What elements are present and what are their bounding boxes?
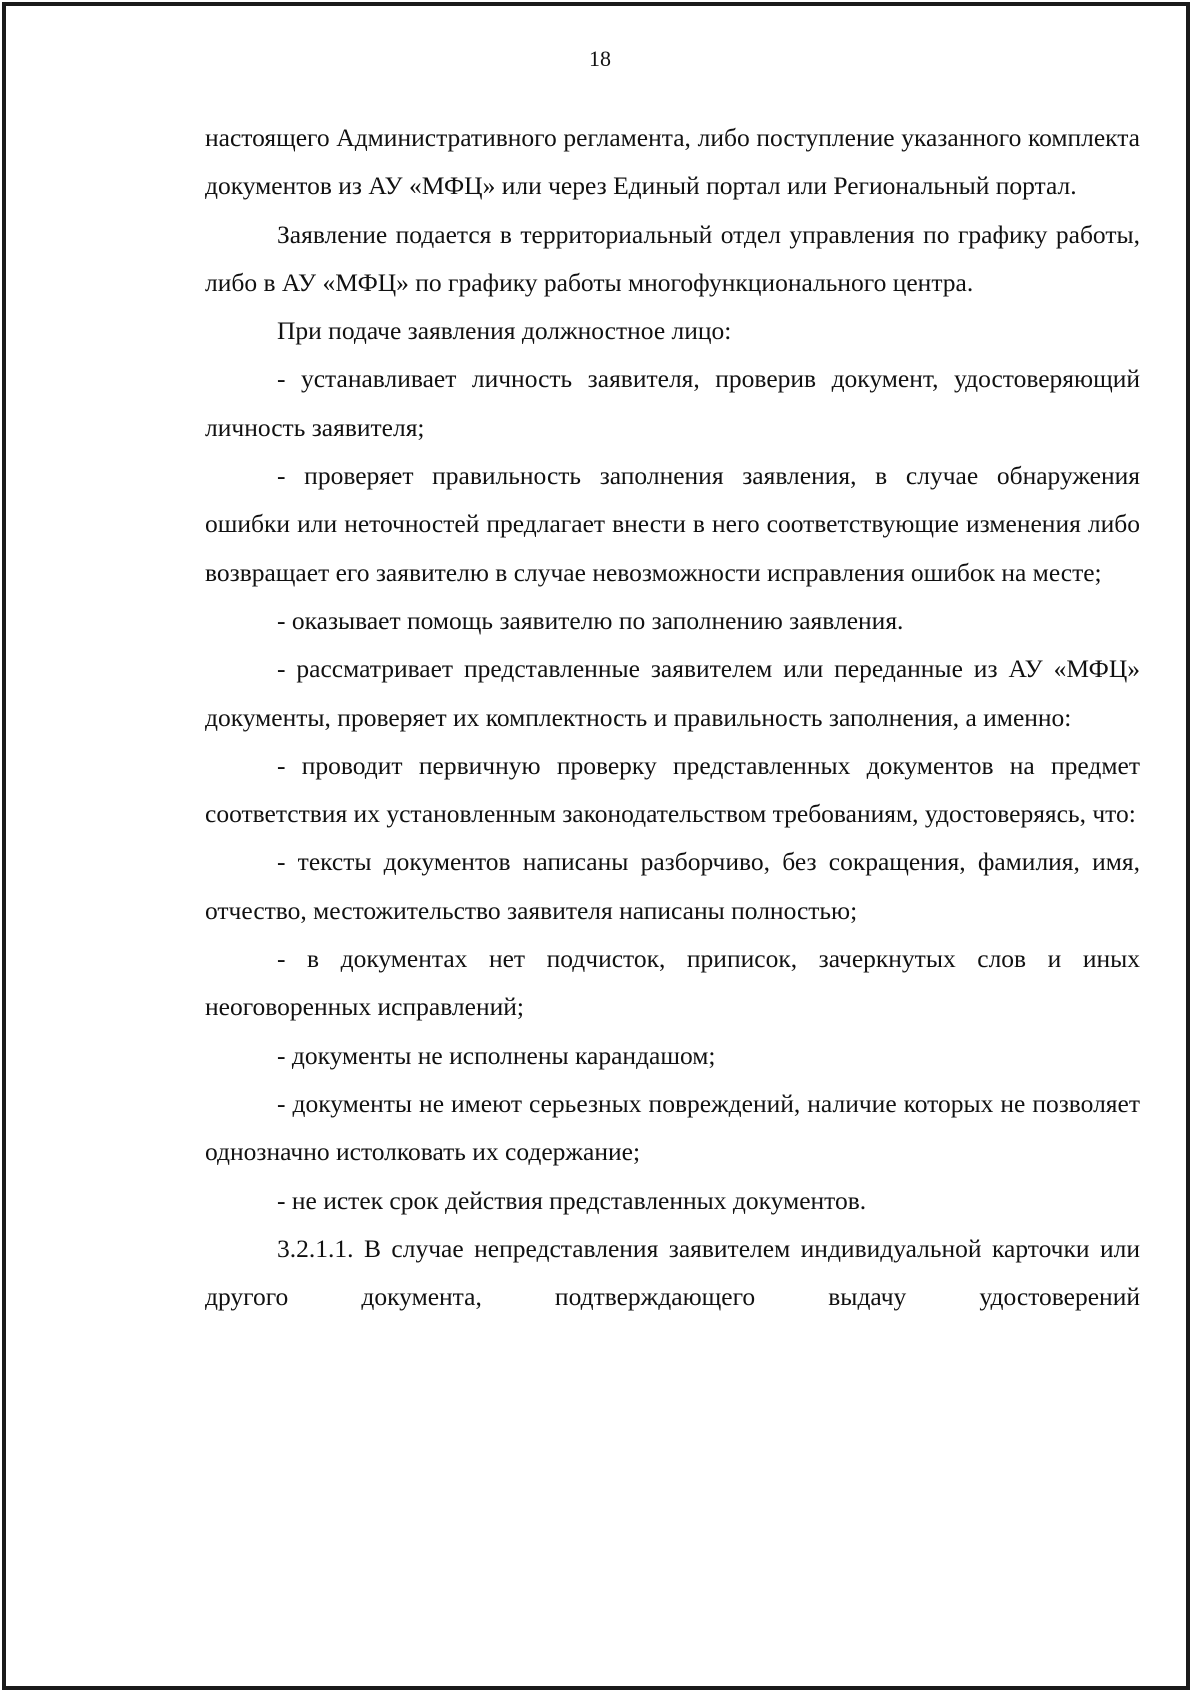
list-item: - устанавливает личность заявителя, проверив документ, удостоверяющий личность заявителя; [205,364,1140,442]
list-item: - документы не имеют серьезных повреждений, наличие которых не позволяет однозначно истолковать их содержание; [205,1088,1140,1167]
list-item: - в документах нет подчисток, приписок, зачеркнутых слов и иных неоговоренных исправлений; [205,944,1140,1022]
paragraph: При подаче заявления должностное лицо: [277,316,732,346]
list-item: - проверяет правильность заполнения заявления, в случае обнаружения ошибки или неточностей предлагает внести в него соответствующие изменения либо возвращает его заявителю в случае невозможности исправления ошибок на месте; [205,461,1140,587]
list-item: - не истек срок действия представленных документов. [277,1185,867,1215]
list-item: - рассматривает представленные заявителем или переданные из АУ «МФЦ» документы, проверяет их комплектность и правильность заполнения, а именно: [205,654,1140,732]
list-item: - оказывает помощь заявителю по заполнению заявления. [277,605,904,635]
paragraph: Заявление подается в территориальный отдел управления по графику работы, либо в АУ «МФЦ» по графику работы многофункционального центра. [205,219,1140,297]
list-item: - документы не исполнены карандашом; [277,1040,716,1070]
page-number: 18 [589,46,611,71]
section-paragraph: 3.2.1.1. В случае непредставления заявителем индивидуальной карточки или другого документа, подтверждающего выдачу удостоверений [205,1233,1140,1312]
document-body [205,114,1140,1321]
list-item: - тексты документов написаны разборчиво, без сокращения, фамилия, имя, отчество, местожительство заявителя написаны полностью; [205,847,1140,925]
paragraph: настоящего Административного регламента, либо поступление указанного комплекта документов из АУ «МФЦ» или через Единый портал или Региональный портал. [205,123,1140,201]
list-item: - проводит первичную проверку представленных документов на предмет соответствия их установленным законодательством требованиям, удостоверяясь, что: [205,750,1140,829]
